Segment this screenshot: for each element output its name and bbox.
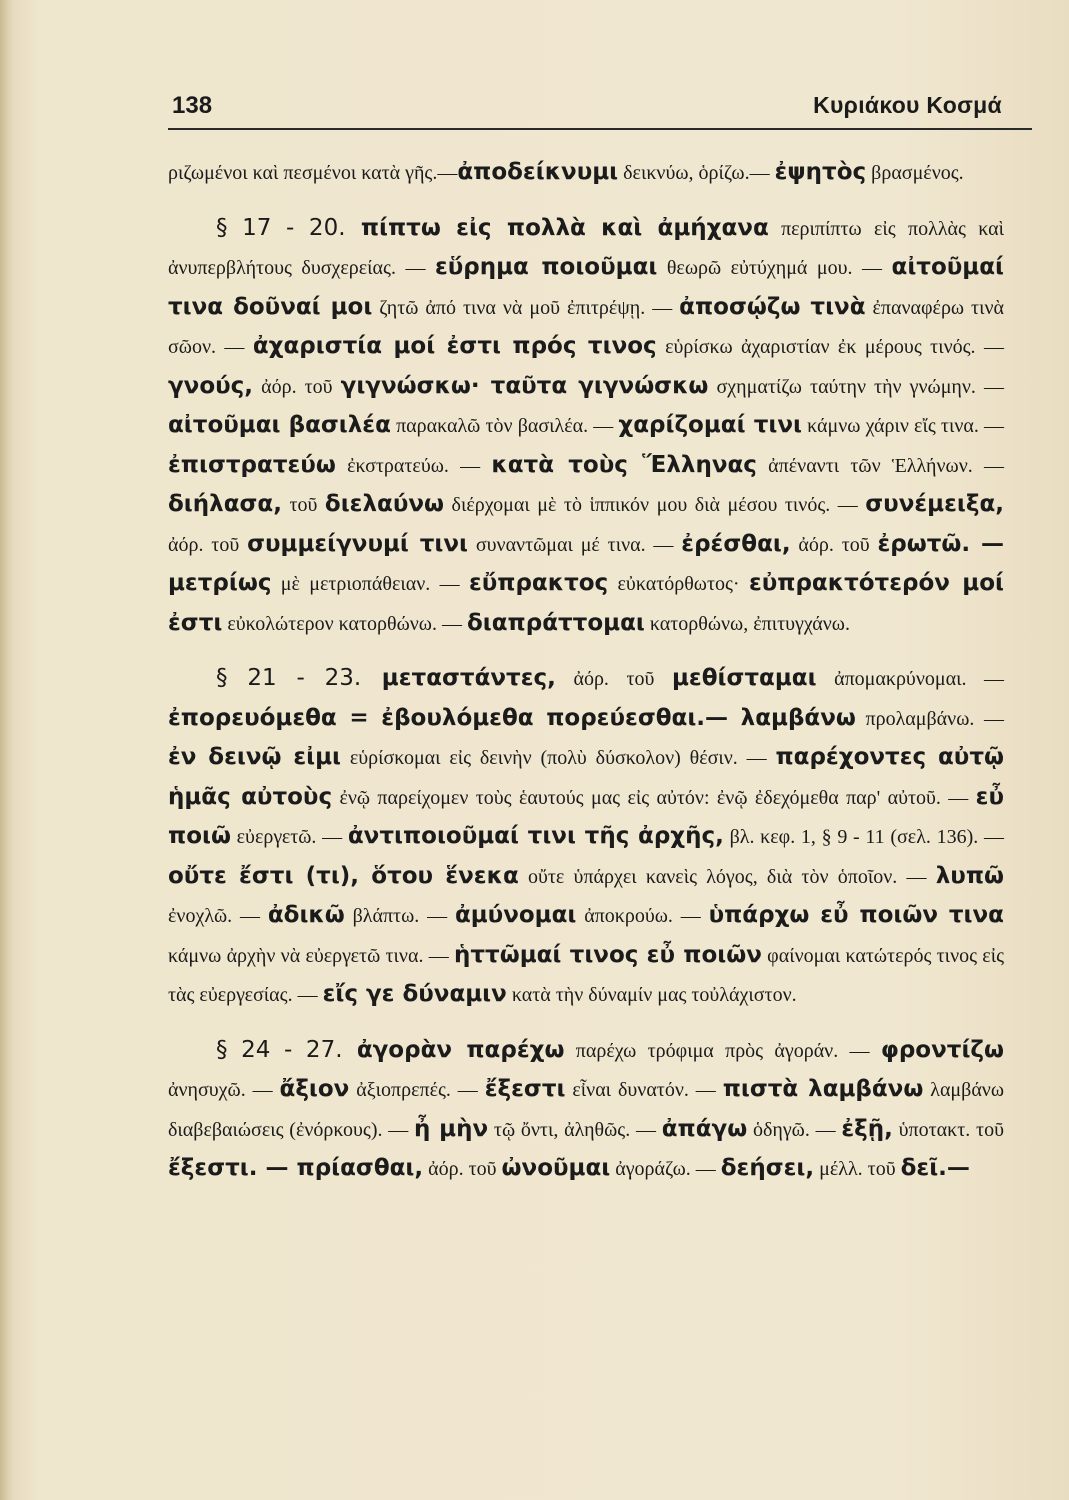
running-head: Κυριάκου Κοσμά	[813, 92, 1002, 118]
section-marker: § 17 - 20.	[216, 214, 346, 241]
text-span: ἀόρ. τοῦ	[168, 533, 248, 556]
text-span: κάμνω ἀρχὴν νὰ εὐεργετῶ τινα. —	[168, 944, 454, 967]
headword: μεθίσταμαι	[671, 665, 817, 691]
headword: γνούς,	[168, 372, 254, 399]
headword: δεήσει,	[720, 1155, 815, 1181]
text-span: ἀνησυχῶ. —	[168, 1079, 280, 1101]
headword: ἀπάγω	[661, 1115, 748, 1142]
headword: εὐπρακτότερόν μοί ἐστι	[168, 570, 1004, 636]
text-span: ριζωμένοι καὶ πεσμένοι κατὰ γῆς.—	[168, 162, 458, 184]
body-text	[168, 153, 1004, 1189]
text-span: τῷ ὄντι, ἀληθῶς. —	[488, 1118, 662, 1141]
headword: ἐπιστρατεύω	[168, 451, 336, 478]
page-header	[172, 92, 1022, 128]
headword: πίπτω εἰς πολλὰ καὶ ἀμήχανα	[345, 214, 769, 241]
text-span: εὐκολώτερον κατορθώνω. —	[222, 612, 467, 635]
headword: παρέχοντες αὐτῷ ἡμᾶς αὐτοὺς	[168, 744, 1004, 810]
headword: ἐπορευόμεθα = ἐβουλόμεθα πορεύεσθαι.— λαμβάνω	[168, 704, 856, 731]
headword: συμμείγνυμί τινι	[247, 530, 468, 557]
text-span: ζητῶ ἀπό τινα νὰ μοῦ ἐπιτρέψῃ. —	[372, 296, 680, 319]
text-span: ὑποτακτ. τοῦ	[892, 1118, 1004, 1141]
text-span: ἐνοχλῶ. —	[168, 905, 268, 927]
text-span: συναντῶμαι μέ τινα. —	[468, 533, 682, 556]
text-span: θεωρῶ εὐτύχημά μου. —	[657, 257, 892, 279]
headword: διαπράττομαι	[466, 609, 645, 636]
text-span: εὐεργετῶ. —	[230, 826, 348, 848]
text-span: ἀόρ. τοῦ	[790, 533, 878, 556]
text-span: μὲ μετριοπάθειαν. —	[271, 573, 469, 595]
headword: ἔξεστι	[484, 1076, 566, 1102]
text-span: εἶναι δυνατόν. —	[565, 1079, 723, 1101]
headword: ἄξιον	[279, 1076, 350, 1102]
text-span: παρακαλῶ τὸν βασιλέα. —	[390, 415, 619, 437]
text-span: λαμβάνω διαβεβαιώσεις (ἐνόρκους). —	[168, 1079, 1005, 1141]
paragraph-section-17-20	[168, 209, 1004, 644]
text-span: εὑρίσκω ἀχαριστίαν ἐκ μέρους τινός. —	[656, 336, 1004, 358]
text-span: παρέχω τρόφιμα πρὸς ἀγοράν. —	[564, 1039, 881, 1062]
text-span: ἀόρ. τοῦ	[555, 668, 672, 690]
text-span: κάμνω χάριν εἴς τινα. —	[801, 415, 1004, 437]
section-marker: § 21 - 23.	[216, 665, 362, 691]
headword: συνέμειξα,	[865, 491, 1004, 517]
headword: χαρίζομαί τινι	[618, 412, 802, 438]
headword: ἀχαριστία μοί ἐστι πρός τινος	[252, 333, 657, 359]
text-span: ἐνῷ παρείχομεν τοὺς ἑαυτούς μας εἰς αὐτόν: ἐνῷ ἐδεχόμεθα παρ' αὐτοῦ. —	[332, 786, 976, 809]
headword: ἀποδείκνυμι	[457, 159, 619, 185]
headword: εὖ ποιῶ	[168, 783, 1004, 849]
text-span: ἀόρ. τοῦ	[253, 375, 341, 398]
text-span: ἀποκρούω. —	[576, 905, 709, 927]
paragraph-section-21-23	[168, 659, 1004, 1015]
headword: εὔπρακτος	[468, 570, 609, 596]
text-span: κατορθώνω, ἐπιτυγχάνω.	[644, 612, 850, 635]
binding-edge	[0, 0, 14, 1500]
text-span: ἀξιοπρεπές. —	[349, 1079, 485, 1101]
headword: φροντίζω	[880, 1036, 1004, 1063]
headword: εἴς γε δύναμιν	[322, 981, 507, 1007]
headword: ἀμύνομαι	[454, 902, 577, 928]
text-span: οὔτε ὑπάρχει κανεὶς λόγος, διὰ τὸν ὁποῖον. —	[518, 865, 936, 888]
headword: ἀδικῶ	[267, 902, 345, 928]
text-span: βλάπτω. —	[344, 905, 455, 927]
headword: μεταστάντες,	[361, 665, 556, 691]
text-span: τοῦ	[281, 494, 325, 516]
text-span: σχηματίζω ταύτην τὴν γνώμην. —	[708, 375, 1004, 398]
headword: αἰτοῦμαι βασιλέα	[168, 412, 391, 438]
headword: ἐν δεινῷ εἰμι	[168, 744, 342, 770]
headword: εὕρημα ποιοῦμαι	[434, 254, 658, 280]
text-span: βρασμένος.	[866, 162, 964, 184]
text-span: ἐπαναφέρω τινὰ σῶον. —	[168, 296, 1004, 358]
paragraph-1	[168, 153, 1004, 193]
headword: ἦ μὴν	[414, 1115, 489, 1142]
text-span: ἀγοράζω. —	[610, 1158, 721, 1180]
header-rule	[168, 128, 1032, 130]
text-span: βλ. κεφ. 1, § 9 - 11 (σελ. 136). —	[723, 826, 1004, 848]
headword: ἐξῇ,	[841, 1115, 893, 1142]
headword: ὑπάρχω εὖ ποιῶν τινα	[708, 902, 1004, 928]
text-span: μέλλ. τοῦ	[814, 1158, 901, 1180]
headword: ἀγορὰν παρέχω	[342, 1036, 565, 1063]
section-marker: § 24 - 27.	[216, 1036, 343, 1063]
headword: πιστὰ λαμβάνω	[722, 1076, 924, 1102]
text-span: εὑρίσκομαι εἰς δεινὴν (πολὺ δύσκολον) θέσιν. —	[341, 747, 776, 769]
headword: διήλασα,	[168, 491, 282, 517]
text-span: κατὰ τὴν δύναμίν μας τοὐλάχιστον.	[506, 984, 797, 1006]
headword: ἐψητὸς	[774, 159, 867, 185]
text-span: διέρχομαι μὲ τὸ ἱππικόν μου διὰ μέσου τινός. —	[444, 494, 866, 516]
headword: λυπῶ	[935, 862, 1005, 889]
headword: ἐρέσθαι,	[681, 530, 791, 557]
headword: ἡττῶμαί τινος εὖ ποιῶν	[453, 941, 762, 968]
text-span: εὐκατόρθωτος·	[608, 573, 749, 595]
headword: δεῖ.—	[900, 1155, 970, 1181]
text-span: ἐκστρατεύω. —	[335, 454, 492, 477]
headword: ἐρωτῶ. — μετρίως	[168, 530, 1004, 596]
text-span: προλαμβάνω. —	[855, 707, 1005, 730]
headword: διελαύνω	[324, 491, 445, 517]
headword: ἀποσῴζω τινὰ	[679, 293, 866, 320]
headword: γιγνώσκω· ταῦτα γιγνώσκω	[340, 372, 709, 399]
headword: κατὰ τοὺς Ἕλληνας	[491, 451, 757, 478]
text-span: ἀπομακρύνομαι. —	[816, 668, 1005, 690]
headword: αἰτοῦμαί τινα δοῦναί μοι	[168, 254, 1004, 320]
headword: ἀντιποιοῦμαί τινι τῆς ἀρχῆς,	[347, 823, 724, 849]
text-span: περιπίπτω εἰς πολλὰς καὶ ἀνυπερβλήτους δυσχερείας. —	[168, 217, 1004, 279]
headword: ὠνοῦμαι	[501, 1155, 611, 1181]
text-span: ἀπέναντι τῶν Ἑλλήνων. —	[756, 454, 1004, 477]
text-span: ἀόρ. τοῦ	[423, 1158, 502, 1180]
text-span: ὁδηγῶ. —	[747, 1118, 842, 1141]
text-span: δεικνύω, ὁρίζω.—	[618, 162, 775, 184]
paragraph-section-24-27	[168, 1031, 1004, 1189]
text-span: φαίνομαι κατώτερός τινος εἰς τὰς εὐεργεσίας. —	[168, 944, 1004, 1006]
headword: ἔξεστι. — πρίασθαι,	[168, 1155, 424, 1181]
page-number: 138	[172, 92, 213, 119]
headword: οὔτε ἔστι (τι), ὅτου ἕνεκα	[168, 862, 519, 889]
